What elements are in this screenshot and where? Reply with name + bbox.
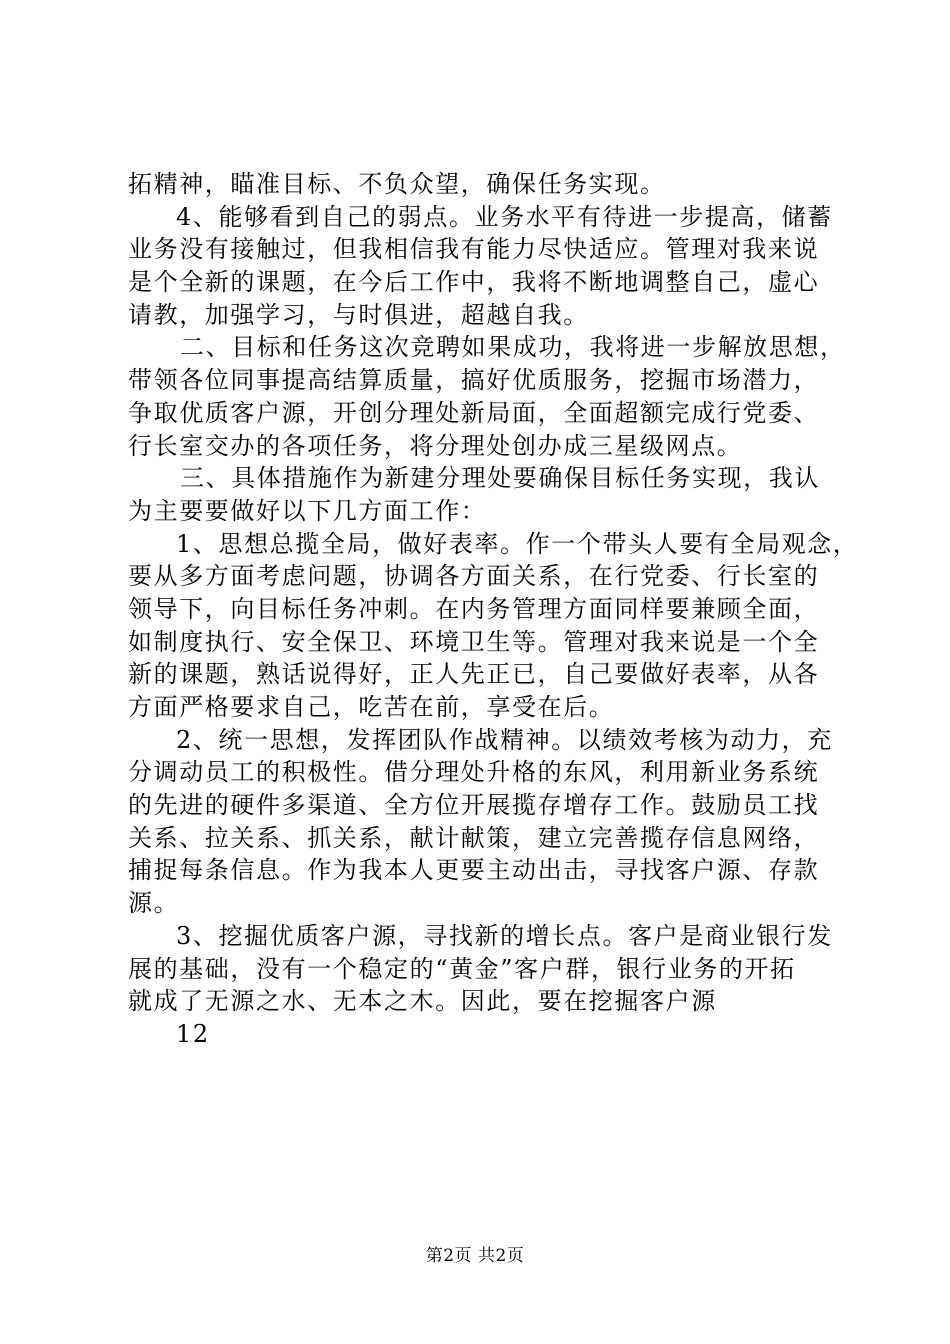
text-line: 为主要要做好以下几方面工作： [128, 496, 487, 525]
text-line: 方面严格要求自己，吃苦在前，享受在后。 [128, 693, 615, 721]
text-line: 展的基础，没有一个稳定的“黄金”客户群，银行业务的开拓 [128, 954, 796, 983]
text-line: 业务没有接触过，但我相信我有能力尽快适应。管理对我来说 [128, 235, 820, 264]
text-line: 三、具体措施作为新建分理处要确保目标任务实现，我认 [180, 464, 820, 493]
text-line: 的先进的硬件多渠道、全方位开展揽存增存工作。鼓励员工找 [128, 791, 820, 820]
text-line: 捕捉每条信息。作为我本人更要主动出击，寻找客户源、存款 [128, 856, 820, 885]
page-footer: 第2页 共2页 [425, 1246, 525, 1266]
text-line: 就成了无源之水、无本之木。因此，要在挖掘客户源 [128, 987, 717, 1016]
text-line: 是个全新的课题，在今后工作中，我将不断地调整自己，虚心 [128, 268, 820, 297]
text-line: 要从多方面考虑问题，协调各方面关系，在行党委、行长室的 [128, 562, 820, 591]
document-body [128, 168, 859, 1051]
text-line: 拓精神，瞄准目标、不负众望，确保任务实现。 [128, 170, 666, 198]
text-line: 新的课题，熟话说得好，正人先正已，自己要做好表率，从各 [128, 660, 820, 689]
text-line: 12 [176, 1019, 210, 1048]
text-line: 1、思想总揽全局，做好表率。作一个带头人要有全局观念， [176, 529, 859, 558]
text-line: 关系、拉关系、抓关系，献计献策，建立完善揽存信息网络， [128, 823, 820, 852]
text-line: 二、目标和任务这次竞聘如果成功，我将进一步解放思想， [180, 333, 846, 362]
text-line: 2、统一思想，发挥团队作战精神。以绩效考核为动力，充 [176, 725, 833, 754]
text-line: 领导下，向目标任务冲刺。在内务管理方面同样要兼顾全面， [128, 594, 820, 623]
text-line: 源。 [128, 889, 180, 918]
text-line: 如制度执行、安全保卫、环境卫生等。管理对我来说是一个全 [128, 627, 820, 656]
text-line: 4、能够看到自己的弱点。业务水平有待进一步提高，储蓄 [176, 202, 833, 231]
text-line: 行长室交办的各项任务，将分理处创办成三星级网点。 [128, 431, 743, 460]
text-line: 分调动员工的积极性。借分理处升格的东风，利用新业务系统 [128, 758, 820, 787]
text-line: 争取优质客户源，开创分理处新局面，全面超额完成行党委、 [128, 398, 820, 427]
text-line: 3、挖掘优质客户源，寻找新的增长点。客户是商业银行发 [176, 921, 833, 950]
text-line: 带领各位同事提高结算质量，搞好优质服务，挖掘市场潜力， [128, 366, 820, 395]
text-line: 请教，加强学习，与时俱进，超越自我。 [128, 300, 589, 329]
